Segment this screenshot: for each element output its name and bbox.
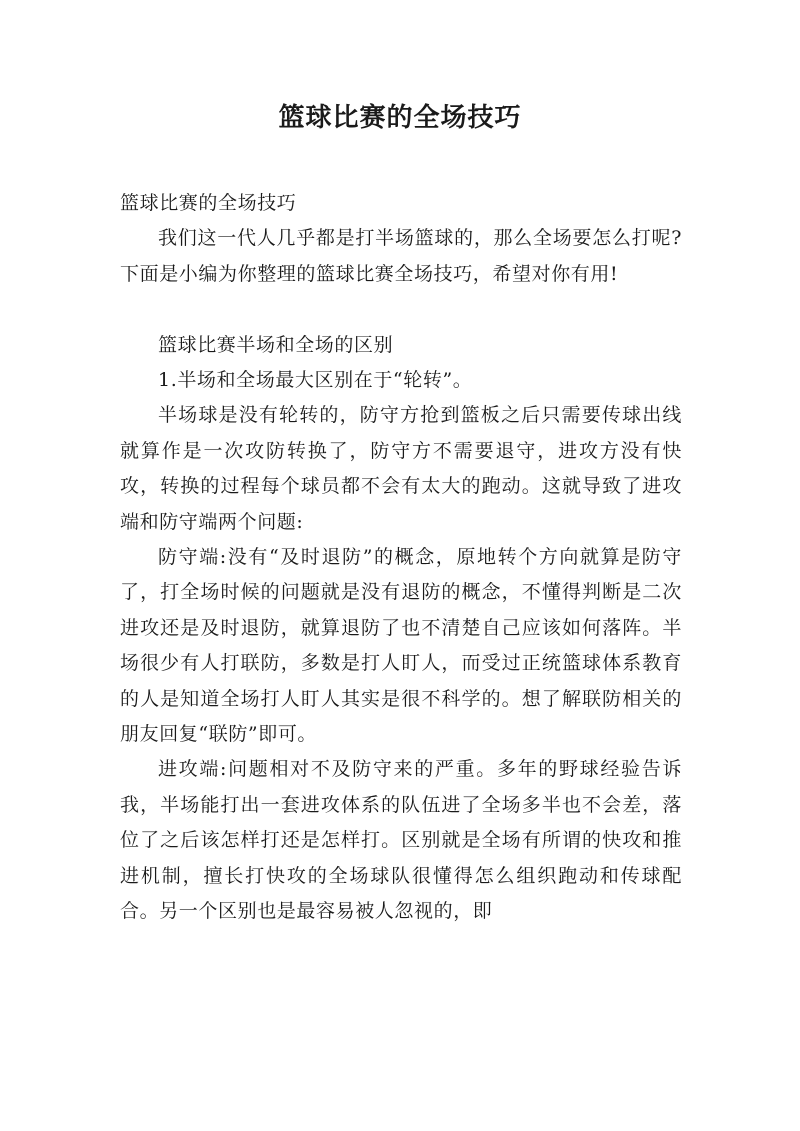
- document-body: [120, 186, 682, 930]
- section-heading-difference: 篮球比赛半场和全场的区别: [158, 333, 394, 356]
- paragraph-offense: 进攻端:问题相对不及防守来的严重。多年的野球经验告诉我，半场能打出一套进攻体系的队伍进了全场多半也不会差，落位了之后该怎样打还是怎样打。区别就是全场有所谓的快攻和推进机制，擅长打快攻的全场球队很懂得怎么组织跑动和传球配合。另一个区别也是最容易被人忽视的，即: [120, 758, 682, 923]
- document-title: 篮球比赛的全场技巧: [278, 103, 522, 133]
- paragraph-halfcourt: 半场球是没有轮转的，防守方抢到篮板之后只需要传球出线就算作是一次攻防转换了，防守方不需要退守，进攻方没有快攻，转换的过程每个球员都不会有太大的跑动。这就导致了进攻端和防守端两个问题:: [120, 404, 682, 533]
- paragraph-defense: 防守端:没有“及时退防”的概念，原地转个方向就算是防守了，打全场时候的问题就是没有退防的概念，不懂得判断是二次进攻还是及时退防，就算退防了也不清楚自己应该如何落阵。半场很少有人打联防，多数是打人盯人，而受过正统篮球体系教育的人是知道全场打人盯人其实是很不科学的。想了解联防相关的朋友回复“联防”即可。: [120, 546, 682, 746]
- intro-paragraph: 我们这一代人几乎都是打半场篮球的，那么全场要怎么打呢?下面是小编为你整理的篮球比赛全场技巧，希望对你有用!: [120, 227, 682, 285]
- section-heading-intro: 篮球比赛的全场技巧: [120, 192, 297, 214]
- point-heading-rotation: 1.半场和全场最大区别在于“轮转”。: [158, 369, 473, 392]
